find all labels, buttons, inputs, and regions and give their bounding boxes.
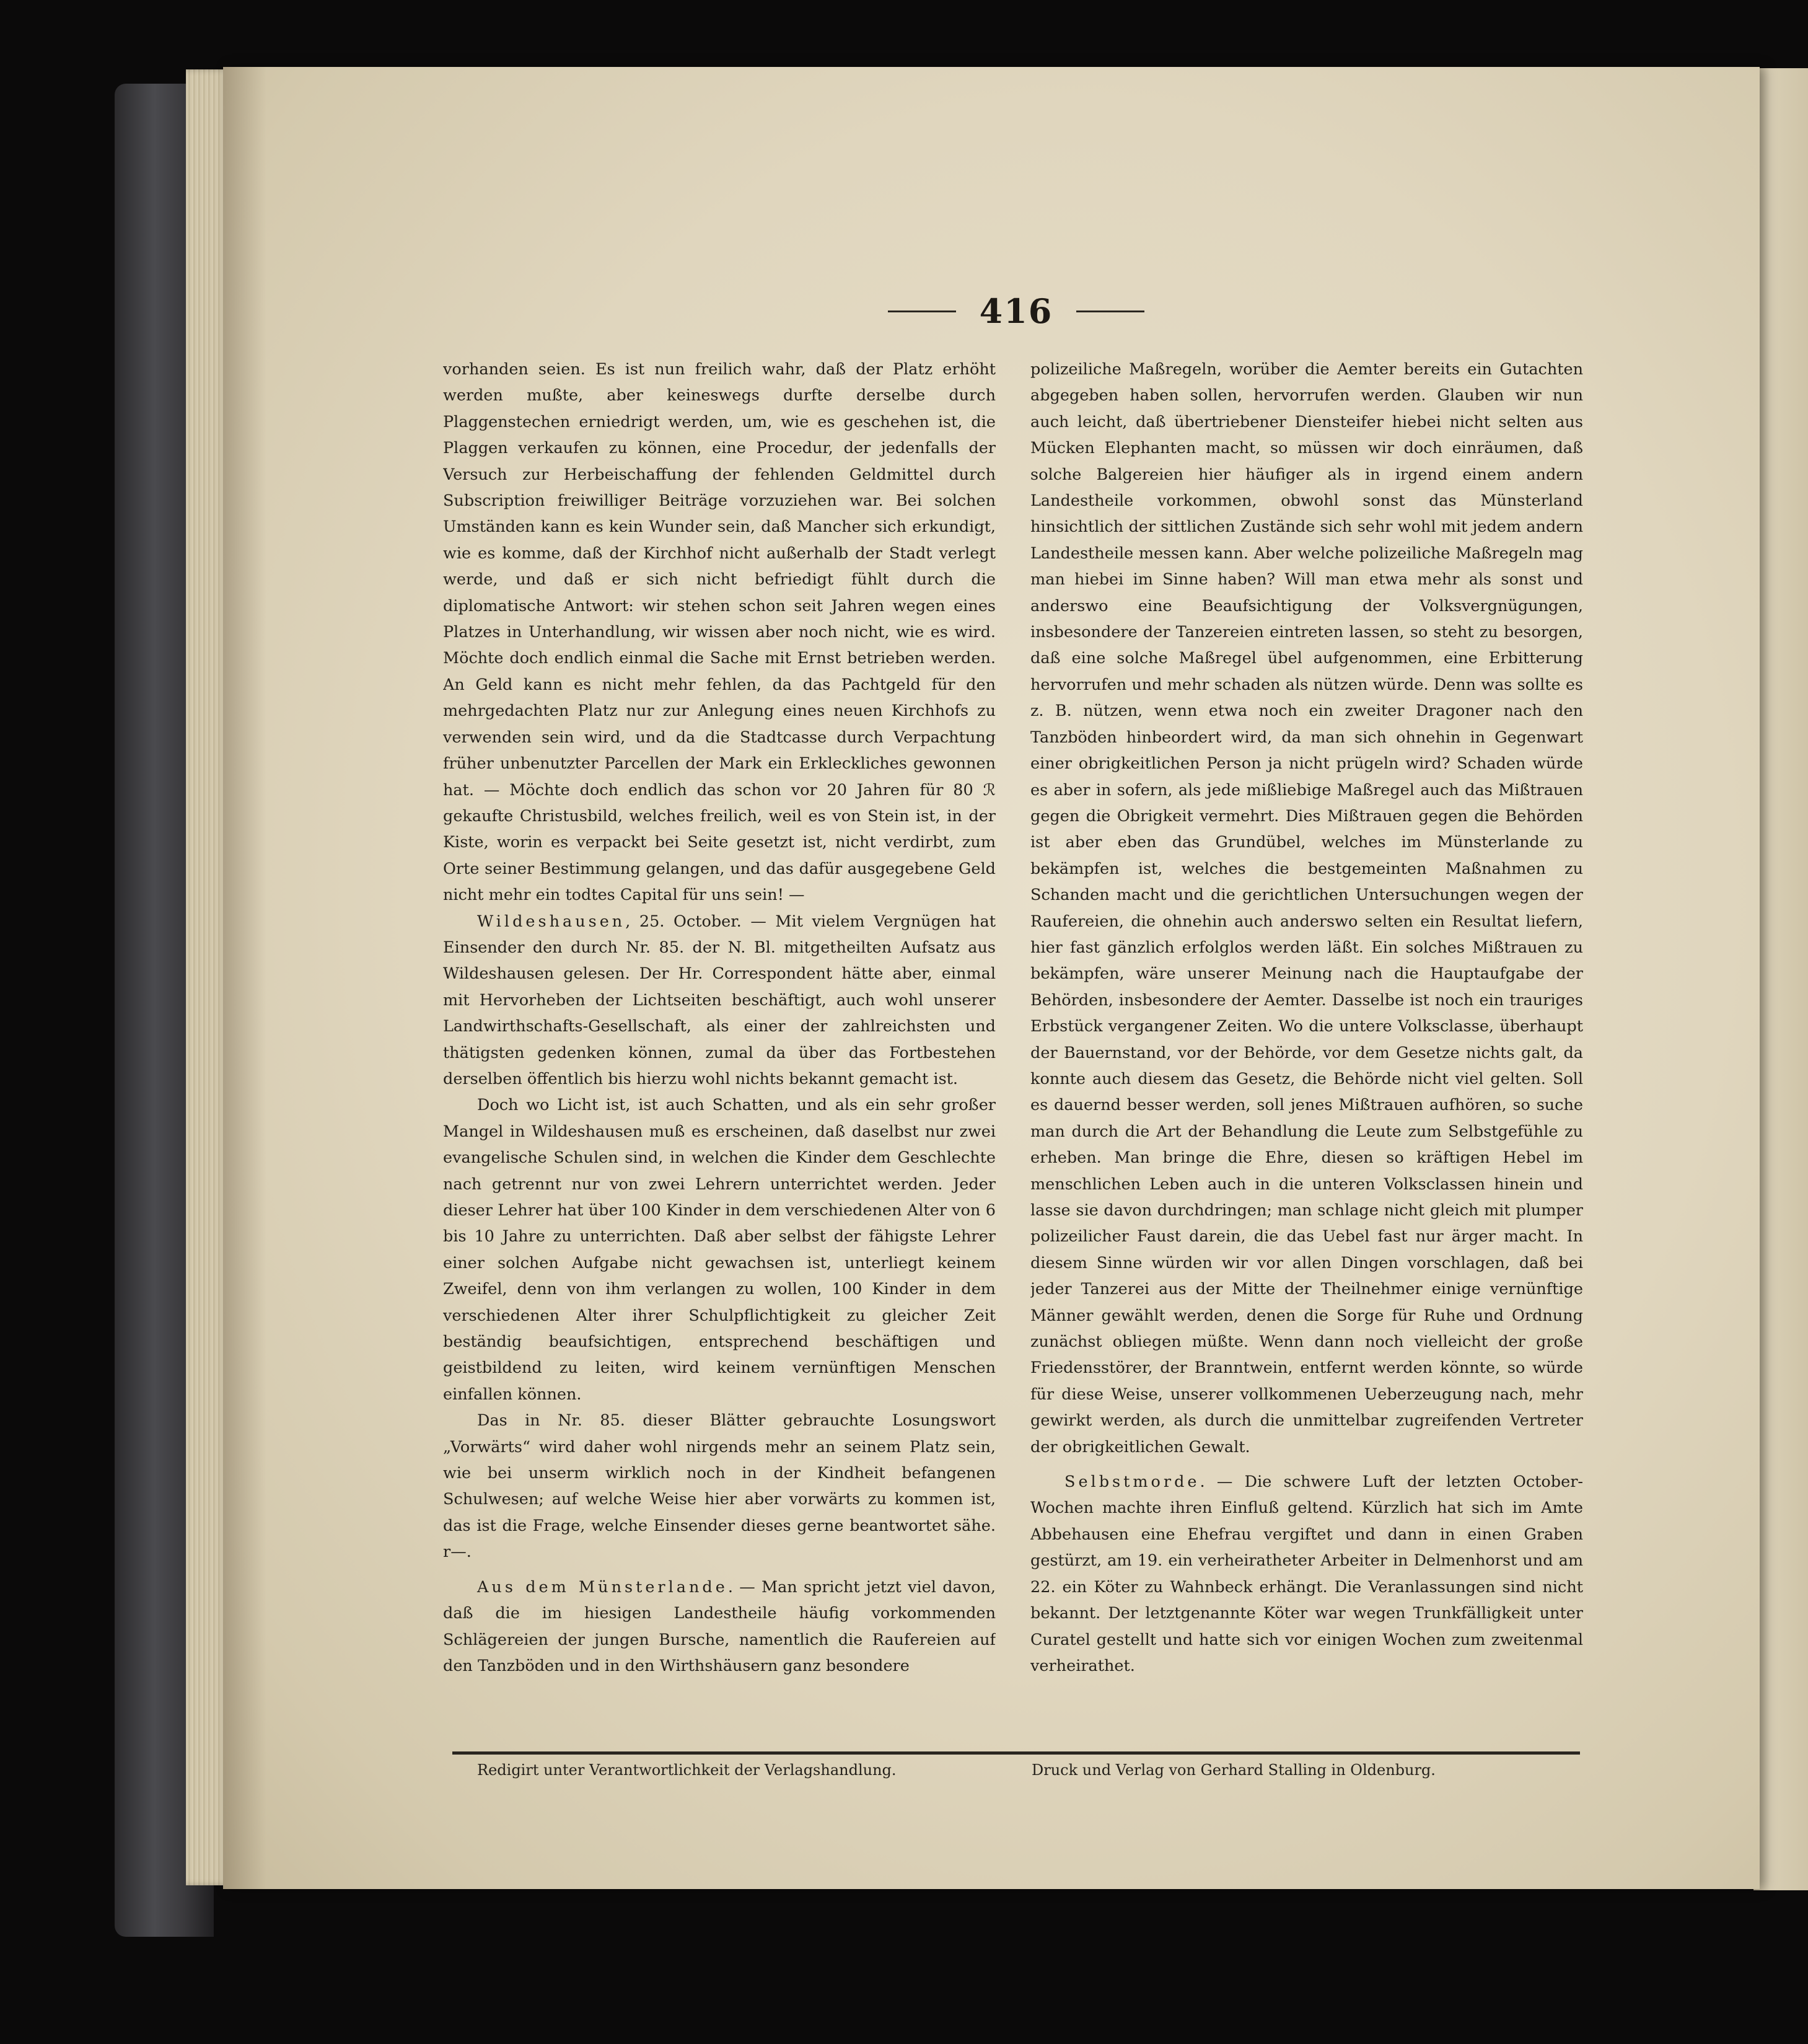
- page-header: [855, 286, 1177, 336]
- article-paragraph: Wildeshausen, 25. October. — Mit vielem Vergnügen hat Einsender den durch Nr. 85. der N. Bl. mitgetheilten Aufsatz aus Wildeshausen gelesen. Der Hr. Correspondent hätte aber, einmal mit Hervorheben der Lichtseiten beschäftigt, auch wohl unserer Landwirthschafts-Gesellschaft, als einer der zahlreichsten und thätigsten gedenken können, zumal da über das Fortbestehen derselben öffentlich bis hierzu wohl nichts bekannt gemacht ist.: [443, 912, 996, 1088]
- gutter-shadow: [223, 67, 266, 1889]
- footer-publisher-note: Druck und Verlag von Gerhard Stalling in Oldenburg.: [1032, 1761, 1436, 1779]
- dateline: Wildeshausen: [477, 912, 626, 931]
- right-column: [1030, 356, 1583, 1726]
- article-paragraph: Aus dem Münsterlande. — Man spricht jetzt viel davon, daß die im hiesigen Landestheile häufig vorkommenden Schlägereien der jungen Bursche, namentlich die Raufereien auf den Tanzböden und in den Wirthshäusern ganz besondere: [443, 1577, 996, 1675]
- article-paragraph: Doch wo Licht ist, ist auch Schatten, und als ein sehr großer Mangel in Wildeshausen muß es erscheinen, daß daselbst nur zwei evangelische Schulen sind, in welchen die Kinder dem Geschlechte nach getrennt nur von zwei Lehrern unterrichtet werden. Jeder dieser Lehrer hat über 100 Kinder in dem verschiedenen Alter von 6 bis 10 Jahre zu unterrichten. Daß aber selbst der fähigste Lehrer einer solchen Aufgabe nicht gewachsen ist, unterliegt keinem Zweifel, denn von ihm verlangen zu wollen, 100 Kinder in dem verschiedenen Alter ihrer Schulpflichtigkeit zu gleicher Zeit beständig beaufsichtigen, entsprechend beschäftigen und geistbildend zu leiten, wird keinem vernünftigen Menschen einfallen können.: [443, 1096, 996, 1404]
- header-rule-left: [888, 311, 956, 312]
- dateline: Aus dem Münsterlande: [477, 1577, 728, 1597]
- next-page-edge: [1753, 68, 1808, 1890]
- page-number: 416: [979, 291, 1053, 331]
- left-column: [443, 356, 996, 1726]
- footer-rule: [452, 1751, 1580, 1755]
- dateline: Selbstmorde: [1064, 1473, 1200, 1492]
- article-paragraph: vorhanden seien. Es ist nun freilich wahr, daß der Platz erhöht werden mußte, aber keineswegs durfte derselbe durch Plaggenstechen erniedrigt werden, um, wie es geschehen ist, die Plaggen verkaufen zu können, eine Procedur, der jedenfalls der Versuch zur Herbeischaffung der fehlenden Geldmittel durch Subscription freiwilliger Beiträge vorzuziehen war. Bei solchen Umständen kann es kein Wunder sein, daß Mancher sich erkundigt, wie es komme, daß der Kirchhof nicht außerhalb der Stadt verlegt werde, und daß er sich nicht befriedigt fühlt durch die diplomatische Antwort: wir stehen schon seit Jahren wegen eines Platzes in Unterhandlung, wir wissen aber noch nicht, wie es wird. Möchte doch endlich einmal die Sache mit Ernst betrieben werden. An Geld kann es nicht mehr fehlen, da das Pachtgeld für den mehrgedachten Platz nur zur Anlegung eines neuen Kirchhofs zu verwenden sein wird, und da die Stadtcasse durch Verpachtung früher unbenutzter Parcellen der Mark ein Erkleckliches gewonnen hat. — Möchte doch endlich das schon vor 20 Jahren für 80 ℛ gekaufte Christusbild, welches freilich, weil es von Stein ist, in der Kiste, worin es verpackt bei Seite gesetzt ist, nicht verdirbt, zum Orte seiner Bestimmung gelangen, und das dafür ausgegebene Geld nicht mehr ein todtes Capital für uns sein! —: [443, 360, 996, 905]
- header-rule-right: [1076, 311, 1144, 312]
- footer-editor-note: Redigirt unter Verantwortlichkeit der Verlagshandlung.: [477, 1761, 897, 1779]
- article-paragraph: Das in Nr. 85. dieser Blätter gebrauchte Losungswort „Vorwärts“ wird daher wohl nirgends mehr an seinem Platz sein, wie bei unserm wirklich noch in der Kindheit befangenen Schulwesen; auf welche Weise hier aber vorwärts zu kommen ist, das ist die Frage, welche Einsender dieses gerne beantwortet sähe. r—.: [443, 1411, 996, 1562]
- article-paragraph: polizeiliche Maßregeln, worüber die Aemter bereits ein Gutachten abgegeben haben sollen, hervorrufen werden. Glauben wir nun auch leicht, daß übertriebener Diensteifer hiebei nicht selten aus Mücken Elephanten macht, so müssen wir doch einräumen, daß solche Balgereien hier häufiger als in irgend einem andern Landestheile vorkommen, obwohl sonst das Münsterland hinsichtlich der sittlichen Zustände sich sehr wohl mit jedem andern Landestheile messen kann. Aber welche polizeiliche Maßregeln mag man hiebei im Sinne haben? Will man etwa mehr als sonst und anderswo eine Beaufsichtigung der Volksvergnügungen, insbesondere der Tanzereien eintreten lassen, so steht zu besorgen, daß eine solche Maßregel übel aufgenommen, eine Erbitterung hervorrufen und mehr schaden als nützen würde. Denn was sollte es z. B. nützen, wenn etwa noch ein zweiter Dragoner nach den Tanzböden hinbeordert wird, da man sich ohnehin in Gegenwart einer obrigkeitlichen Person ja nicht prügeln wird? Schaden würde es aber in sofern, als jede mißliebige Maßregel auch das Mißtrauen gegen die Obrigkeit vermehrt. Dies Mißtrauen gegen die Behörden ist aber eben das Grundübel, welches im Münsterlande zu bekämpfen ist, welches die bestgemeinten Maßnahmen zu Schanden macht und die gerichtlichen Untersuchungen wegen der Raufereien, die ohnehin auch anderswo selten ein Resultat liefern, hier fast gänzlich erfolglos werden läßt. Ein solches Mißtrauen zu bekämpfen, wäre unserer Meinung nach die Hauptaufgabe der Behörden, insbesondere der Aemter. Dasselbe ist noch ein trauriges Erbstück vergangener Zeiten. Wo die untere Volksclasse, überhaupt der Bauernstand, vor der Behörde, vor dem Gesetze nichts galt, da konnte auch diesem das Gesetz, die Behörde nicht viel gelten. Soll es dauernd besser werden, soll jenes Mißtrauen aufhören, so suche man durch die Art der Behandlung die Leute zum Selbstgefühle zu erheben. Man bringe die Ehre, diesen so kräftigen Hebel im menschlichen Leben auch in die unteren Volksclassen hinein und lasse sie davon durchdringen; man schlage nicht gleich mit plumper polizeilicher Faust darein, die das Uebel fast nur ärger macht. In diesem Sinne würden wir vor allen Dingen vorschlagen, daß bei jeder Tanzerei aus der Mitte der Theilnehmer einige vernünftige Männer gewählt werden, denen die Sorge für Ruhe und Ordnung zunächst obliegen müßte. Wenn dann noch vielleicht der große Friedensstörer, der Branntwein, entfernt werden könnte, so würde für diese Weise, unserer vollkommenen Ueberzeugung nach, mehr gewirkt werden, als durch die unmittelbar zugreifenden Vertreter der obrigkeitlichen Gewalt.: [1030, 360, 1583, 1456]
- article-paragraph: Selbstmorde. — Die schwere Luft der letzten October-Wochen machte ihren Einfluß geltend. Kürzlich hat sich im Amte Abbehausen eine Ehefrau vergiftet und dann in einen Graben gestürzt, am 19. ein verheiratheter Arbeiter in Delmenhorst und am 22. ein Köter zu Wahnbeck erhängt. Die Veranlassungen sind nicht bekannt. Der letztgenannte Köter war wegen Trunkfälligkeit unter Curatel gestellt und hatte sich vor einigen Wochen zum zweitenmal verheirathet.: [1030, 1473, 1583, 1675]
